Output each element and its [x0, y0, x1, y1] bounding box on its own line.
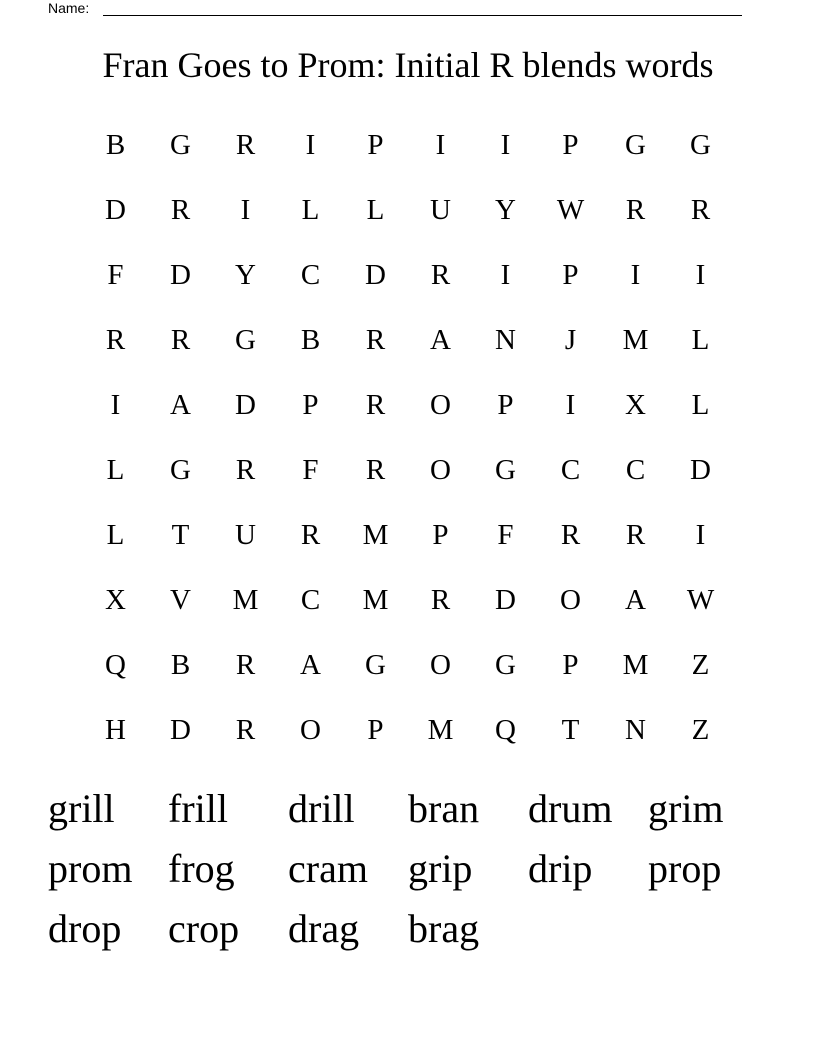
word-bank-word: drip	[528, 846, 593, 891]
grid-letter: B	[170, 649, 191, 681]
grid-letter: D	[365, 259, 386, 291]
grid-letter: R	[170, 194, 191, 226]
grid-letter: O	[430, 389, 451, 421]
grid-letter: A	[300, 649, 321, 681]
grid-letter: C	[300, 584, 321, 616]
grid-row	[83, 113, 733, 178]
grid-letter: L	[106, 519, 125, 551]
grid-letter: R	[430, 584, 451, 616]
word-bank-word: drop	[48, 906, 122, 951]
grid-row	[83, 178, 733, 243]
grid-letter: O	[430, 454, 451, 486]
grid-letter: I	[695, 259, 706, 291]
grid-letter: P	[497, 389, 514, 421]
word-bank-word: prop	[648, 846, 722, 891]
grid-letter: P	[562, 259, 579, 291]
word-bank-word: grip	[408, 846, 473, 891]
grid-row	[83, 243, 733, 308]
grid-letter: L	[301, 194, 320, 226]
grid-letter: B	[300, 324, 321, 356]
grid-letter: R	[170, 324, 191, 356]
grid-letter: D	[690, 454, 711, 486]
grid-letter: P	[302, 389, 319, 421]
grid-letter: Y	[235, 259, 256, 291]
grid-letter: Z	[691, 649, 710, 681]
grid-letter: Z	[691, 714, 710, 746]
grid-letter: R	[365, 324, 386, 356]
word-bank-word: frill	[168, 786, 228, 831]
grid-letter: F	[497, 519, 514, 551]
word-bank-word: drum	[528, 786, 613, 831]
grid-letter: I	[305, 129, 316, 161]
grid-letter: R	[365, 454, 386, 486]
grid-letter: I	[240, 194, 251, 226]
grid-letter: R	[105, 324, 126, 356]
word-bank-row	[48, 779, 768, 839]
grid-letter: I	[630, 259, 641, 291]
grid-row	[83, 503, 733, 568]
grid-letter: V	[170, 584, 191, 616]
grid-letter: X	[105, 584, 126, 616]
word-bank-word: drag	[288, 906, 360, 951]
grid-letter: R	[690, 194, 711, 226]
grid-row	[83, 568, 733, 633]
grid-letter: C	[300, 259, 321, 291]
grid-letter: R	[235, 714, 256, 746]
page-title: Fran Goes to Prom: Initial R blends words	[102, 45, 714, 85]
grid-letter: L	[691, 324, 710, 356]
grid-letter: G	[495, 454, 516, 486]
grid-letter: R	[625, 519, 646, 551]
grid-letter: D	[105, 194, 126, 226]
grid-letter: W	[556, 194, 585, 226]
grid-letter: R	[235, 129, 256, 161]
grid-letter: L	[106, 454, 125, 486]
grid-row	[83, 438, 733, 503]
word-bank-word: grim	[648, 786, 724, 831]
word-bank-word: grill	[48, 786, 115, 831]
grid-letter: F	[302, 454, 319, 486]
grid-letter: C	[625, 454, 646, 486]
grid-letter: R	[300, 519, 321, 551]
word-bank-row	[48, 899, 768, 959]
grid-letter: D	[235, 389, 256, 421]
grid-letter: D	[170, 259, 191, 291]
grid-letter: R	[430, 259, 451, 291]
grid-letter: D	[495, 584, 516, 616]
grid-letter: G	[170, 454, 191, 486]
grid-letter: P	[562, 649, 579, 681]
grid-letter: A	[430, 324, 451, 356]
grid-row	[83, 633, 733, 698]
grid-row	[83, 373, 733, 438]
grid-letter: M	[622, 324, 649, 356]
grid-letter: C	[560, 454, 581, 486]
name-underline	[103, 15, 742, 16]
grid-letter: M	[362, 584, 389, 616]
grid-letter: P	[367, 714, 384, 746]
grid-letter: G	[625, 129, 646, 161]
name-field	[48, 0, 742, 16]
grid-letter: Q	[105, 649, 126, 681]
word-search-grid	[83, 113, 733, 763]
grid-letter: P	[367, 129, 384, 161]
grid-letter: I	[500, 129, 511, 161]
grid-letter: X	[625, 389, 646, 421]
grid-letter: A	[625, 584, 646, 616]
grid-letter: M	[427, 714, 454, 746]
grid-letter: R	[560, 519, 581, 551]
grid-letter: U	[235, 519, 256, 551]
word-bank-word: crop	[168, 906, 240, 951]
grid-letter: D	[170, 714, 191, 746]
grid-letter: I	[500, 259, 511, 291]
word-bank	[48, 779, 768, 959]
grid-letter: I	[110, 389, 121, 421]
grid-letter: R	[365, 389, 386, 421]
grid-letter: G	[690, 129, 711, 161]
grid-letter: L	[691, 389, 710, 421]
grid-letter: M	[362, 519, 389, 551]
grid-letter: J	[564, 324, 577, 356]
word-bank-word: cram	[288, 846, 368, 891]
grid-letter: P	[562, 129, 579, 161]
word-bank-word: bran	[408, 786, 480, 831]
grid-letter: G	[365, 649, 386, 681]
grid-row	[83, 308, 733, 373]
grid-letter: P	[432, 519, 449, 551]
grid-letter: U	[430, 194, 451, 226]
word-bank-word: drill	[288, 786, 355, 831]
word-bank-word: frog	[168, 846, 235, 891]
grid-letter: T	[561, 714, 580, 746]
grid-letter: I	[435, 129, 446, 161]
grid-row	[83, 698, 733, 763]
grid-letter: B	[105, 129, 126, 161]
grid-letter: I	[695, 519, 706, 551]
grid-letter: T	[171, 519, 190, 551]
grid-letter: I	[565, 389, 576, 421]
grid-letter: L	[366, 194, 385, 226]
grid-letter: R	[625, 194, 646, 226]
grid-letter: G	[235, 324, 256, 356]
grid-letter: O	[430, 649, 451, 681]
grid-letter: R	[235, 454, 256, 486]
grid-letter: R	[235, 649, 256, 681]
grid-letter: M	[622, 649, 649, 681]
grid-letter: G	[170, 129, 191, 161]
grid-letter: H	[105, 714, 126, 746]
grid-letter: Q	[495, 714, 516, 746]
grid-letter: N	[625, 714, 646, 746]
grid-letter: Y	[495, 194, 516, 226]
grid-letter: O	[560, 584, 581, 616]
grid-letter: O	[300, 714, 321, 746]
grid-letter: A	[170, 389, 191, 421]
grid-letter: F	[107, 259, 124, 291]
word-bank-word: brag	[408, 906, 480, 951]
grid-letter: M	[232, 584, 259, 616]
grid-letter: G	[495, 649, 516, 681]
word-bank-word: prom	[48, 846, 133, 891]
word-bank-row	[48, 839, 768, 899]
name-label: Name:	[48, 0, 90, 16]
grid-letter: N	[495, 324, 516, 356]
grid-letter: W	[686, 584, 715, 616]
